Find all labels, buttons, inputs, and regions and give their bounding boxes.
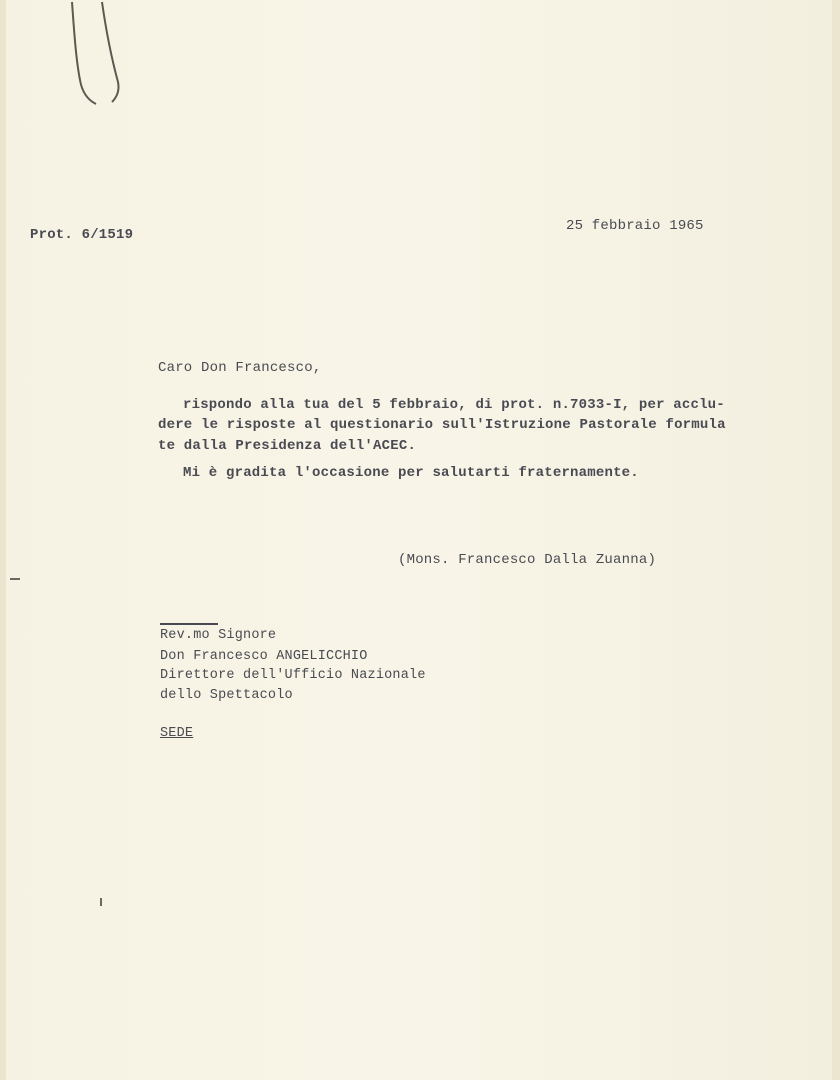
paper-speck [100,898,102,906]
body-line-1: rispondo alla tua del 5 febbraio, di prot. n.7033-I, per acclu- [183,397,725,413]
paper-edge-right [832,0,840,1080]
recipient-office: dello Spettacolo [160,688,293,703]
recipient-location: SEDE [160,726,194,741]
staple-hole-mark-icon [62,0,132,110]
closing-line: Mi è gradita l'occasione per salutarti fraternamente. [183,465,639,481]
body-line-3: te dalla Presidenza dell'ACEC. [158,438,417,454]
paper-speck [10,578,20,580]
separator-rule [160,623,218,625]
protocol-number: Prot. 6/1519 [30,227,134,243]
letter-date: 25 febbraio 1965 [566,218,704,234]
recipient-title: Rev.mo Signore [160,628,277,643]
signature: (Mons. Francesco Dalla Zuanna) [398,552,657,568]
recipient-name: Don Francesco ANGELICCHIO [160,649,368,664]
salutation: Caro Don Francesco, [158,360,322,376]
recipient-role: Direttore dell'Ufficio Nazionale [160,668,426,683]
body-line-2: dere le risposte al questionario sull'Istruzione Pastorale formula [158,417,726,433]
paper-edge-left [0,0,6,1080]
